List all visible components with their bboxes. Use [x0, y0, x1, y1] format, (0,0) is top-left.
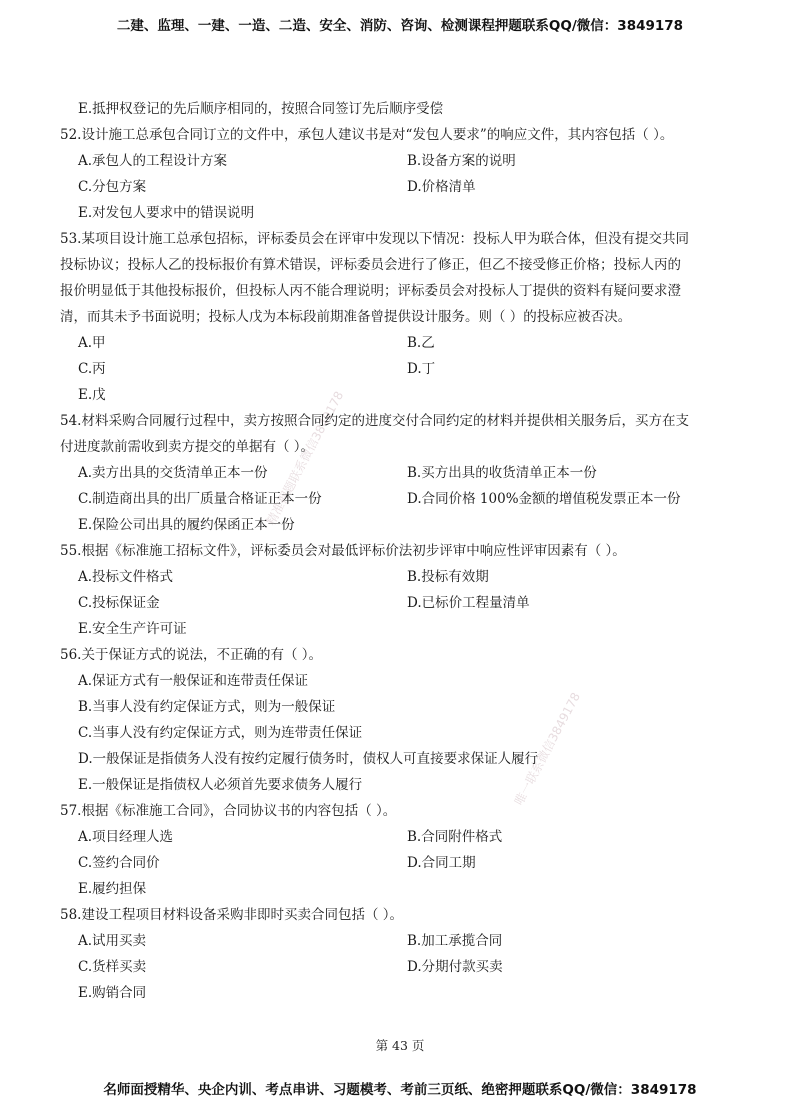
watermark: 唯一联系微信3849178: [511, 690, 584, 808]
q53-option-e: E.戊: [78, 387, 106, 403]
q53-options-row-2: [60, 356, 750, 382]
q55-option-e: E.安全生产许可证: [78, 621, 187, 637]
q58-option-d: D.分期付款买卖: [407, 959, 503, 975]
q52-option-a: A.承包人的工程设计方案: [78, 153, 228, 169]
q53-stem-3: 报价明显低于其他投标报价，但投标人丙不能合理说明；评标委员会对投标人丁提供的资料有疑问要求澄: [60, 283, 681, 299]
q53-stem-2: 投标协议；投标人乙的投标报价有算术错误，评标委员会进行了修正，但乙不接受修正价格；投标人丙的: [60, 257, 681, 273]
q54-stem-2: 付进度款前需收到卖方提交的单据有（ ）。: [60, 439, 315, 455]
q54-option-a: A.卖方出具的交货清单正本一份: [78, 465, 268, 481]
q58-option-c: C.货样买卖: [78, 959, 147, 975]
q52-options-row-1: [60, 148, 750, 174]
q55-options-row-1: [60, 564, 750, 590]
q53-stem-1: 53.某项目设计施工总承包招标，评标委员会在评审中发现以下情况：投标人甲为联合体，但没有提交共同: [60, 231, 689, 247]
q53-stem-4: 清，而其未予书面说明；投标人戊为本标段前期准备曾提供设计服务。则（ ）的投标应被否决。: [60, 309, 632, 325]
q58-options-row-1: [60, 928, 750, 954]
exam-content: [60, 96, 750, 1006]
q58-stem: 58.建设工程项目材料设备采购非即时买卖合同包括（ ）。: [60, 907, 404, 923]
q52-stem: 52.设计施工总承包合同订立的文件中，承包人建议书是对“发包人要求”的响应文件，其内容包括（ ）。: [60, 127, 674, 143]
q53-options-row-1: [60, 330, 750, 356]
q56-option-b: B.当事人没有约定保证方式，则为一般保证: [78, 699, 336, 715]
q56-option-e: E.一般保证是指债权人必须首先要求债务人履行: [78, 777, 363, 793]
q56-option-c: C.当事人没有约定保证方式，则为连带责任保证: [78, 725, 363, 741]
q54-stem-1: 54.材料采购合同履行过程中，卖方按照合同约定的进度交付合同约定的材料并提供相关服务后，买方在支: [60, 413, 689, 429]
q57-option-e: E.履约担保: [78, 881, 147, 897]
q57-stem: 57.根据《标准施工合同》，合同协议书的内容包括（ ）。: [60, 803, 397, 819]
q57-option-a: A.项目经理人选: [78, 829, 174, 845]
page-number: 第 43 页: [375, 1038, 425, 1053]
q56-stem: 56.关于保证方式的说法，不正确的有（ ）。: [60, 647, 323, 663]
q52-option-b: B.设备方案的说明: [407, 153, 516, 169]
footer-banner: 名师面授精华、央企内训、考点串讲、习题模考、考前三页纸、绝密押题联系QQ/微信：3849178: [103, 1082, 697, 1098]
q55-stem: 55.根据《标准施工招标文件》，评标委员会对最低评标价法初步评审中响应性评审因素有（ ）。: [60, 543, 626, 559]
q52-option-c: C.分包方案: [78, 179, 147, 195]
q58-options-row-2: [60, 954, 750, 980]
q54-option-e: E.保险公司出具的履约保函正本一份: [78, 517, 295, 533]
q58-option-e: E.购销合同: [78, 985, 147, 1001]
q54-option-b: B.买方出具的收货清单正本一份: [407, 465, 597, 481]
q52-option-d: D.价格清单: [407, 179, 476, 195]
q56-option-a: A.保证方式有一般保证和连带责任保证: [78, 673, 309, 689]
q54-option-c: C.制造商出具的出厂质量合格证正本一份: [78, 491, 322, 507]
q53-option-d: D.丁: [407, 361, 436, 377]
watermark: 精准押题联系微信3849178: [263, 388, 347, 528]
q55-option-c: C.投标保证金: [78, 595, 160, 611]
q58-option-b: B.加工承揽合同: [407, 933, 503, 949]
q53-option-b: B.乙: [407, 335, 435, 351]
q55-option-b: B.投标有效期: [407, 569, 489, 585]
header-banner: 二建、监理、一建、一造、二造、安全、消防、咨询、检测课程押题联系QQ/微信：3849178: [116, 18, 684, 34]
q57-option-c: C.签约合同价: [78, 855, 160, 871]
q51-option-e: E.抵押权登记的先后顺序相同的，按照合同签订先后顺序受偿: [78, 101, 444, 117]
q58-option-a: A.试用买卖: [78, 933, 147, 949]
q54-options-row-1: [60, 460, 750, 486]
q57-option-d: D.合同工期: [407, 855, 476, 871]
q55-options-row-2: [60, 590, 750, 616]
q52-option-e: E.对发包人要求中的错误说明: [78, 205, 255, 221]
q55-option-d: D.已标价工程量清单: [407, 595, 530, 611]
q54-option-d: D.合同价格 100%金额的增值税发票正本一份: [407, 491, 681, 507]
q56-option-d: D.一般保证是指债务人没有按约定履行债务时，债权人可直接要求保证人履行: [78, 751, 539, 767]
q55-option-a: A.投标文件格式: [78, 569, 174, 585]
q57-options-row-1: [60, 824, 750, 850]
q57-options-row-2: [60, 850, 750, 876]
q53-option-c: C.丙: [78, 361, 106, 377]
q53-option-a: A.甲: [78, 335, 106, 351]
q52-options-row-2: [60, 174, 750, 200]
q54-options-row-2: [60, 486, 750, 512]
q57-option-b: B.合同附件格式: [407, 829, 503, 845]
